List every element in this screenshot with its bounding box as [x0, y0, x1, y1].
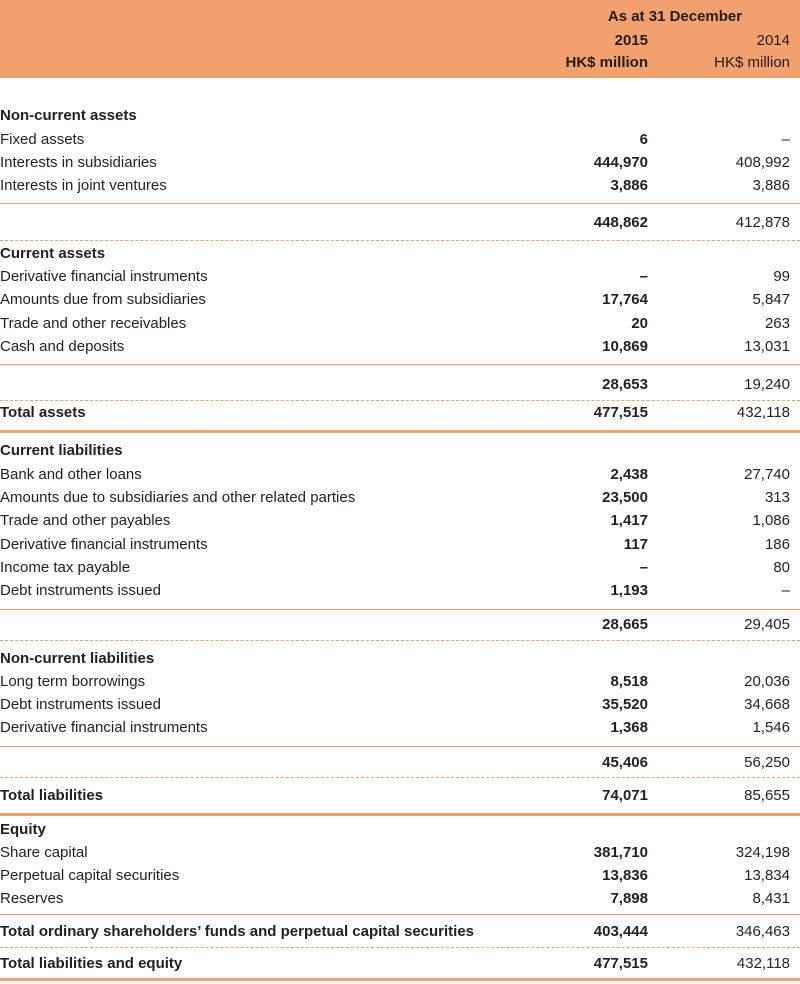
row-label: Long term borrowings [0, 673, 146, 690]
value-2015: 477,515 [593, 404, 648, 421]
row-label: Amounts due to subsidiaries and other related parties [0, 489, 356, 506]
total-row [0, 952, 800, 976]
value-2015: 45,406 [602, 754, 648, 771]
value-2014: 34,668 [744, 696, 790, 713]
value-2015: 1,193 [610, 582, 648, 599]
value-2014: – [781, 131, 790, 148]
table-row [0, 864, 800, 888]
table-row [0, 151, 800, 175]
value-2015: 35,520 [602, 696, 648, 713]
row-label: Total liabilities [0, 787, 104, 804]
table-row [0, 174, 800, 198]
table-row [0, 556, 800, 580]
row-label: Current liabilities [0, 442, 123, 459]
value-2014: 186 [764, 536, 790, 553]
row-label: Interests in joint ventures [0, 177, 167, 194]
total-rule [0, 978, 800, 981]
section-heading [0, 242, 800, 266]
table-row [0, 887, 800, 911]
value-2015: – [639, 559, 648, 576]
row-label: Amounts due from subsidiaries [0, 291, 206, 308]
value-2015: 8,518 [610, 673, 648, 690]
table-row [0, 579, 800, 603]
value-2015: 477,515 [593, 955, 648, 972]
period-heading: As at 31 December [607, 8, 743, 25]
rule-line [0, 203, 800, 204]
table-row [0, 533, 800, 557]
total-row [0, 920, 800, 944]
value-2014: 408,992 [735, 154, 790, 171]
value-2015: 10,869 [602, 338, 648, 355]
value-2014: 1,546 [752, 719, 790, 736]
table-row [0, 509, 800, 533]
column-header-band [0, 0, 800, 78]
value-2015: 403,444 [593, 923, 648, 940]
row-label: Non-current liabilities [0, 650, 155, 667]
value-2014: 432,118 [736, 955, 790, 972]
year-prior: 2014 [756, 32, 790, 49]
row-label: Fixed assets [0, 131, 85, 148]
value-2015: 28,665 [602, 616, 648, 633]
row-label: Trade and other receivables [0, 315, 187, 332]
dashed-rule [0, 777, 800, 778]
value-2015: 117 [623, 536, 648, 553]
value-2015: 20 [631, 315, 648, 332]
section-heading [0, 647, 800, 671]
row-label: Total assets [0, 404, 86, 421]
value-2014: 432,118 [736, 404, 790, 421]
table-row [0, 693, 800, 717]
value-2014: 8,431 [752, 890, 790, 907]
total-row [0, 784, 800, 808]
total-rule [0, 430, 800, 433]
row-label: Share capital [0, 844, 88, 861]
row-label: Perpetual capital securities [0, 867, 180, 884]
value-2015: 3,886 [610, 177, 648, 194]
value-2014: 412,878 [735, 214, 790, 231]
table-row [0, 312, 800, 336]
value-2014: 99 [773, 268, 790, 285]
subtotal-row [0, 751, 800, 775]
value-2014: 3,886 [752, 177, 790, 194]
value-2015: 448,862 [593, 214, 648, 231]
subtotal-row [0, 211, 800, 235]
value-2015: 381,710 [593, 844, 648, 861]
value-2014: 324,198 [735, 844, 790, 861]
value-2014: 56,250 [744, 754, 790, 771]
row-label: Equity [0, 821, 46, 838]
total-row [0, 401, 800, 425]
value-2014: 263 [764, 315, 790, 332]
row-label: Total liabilities and equity [0, 955, 183, 972]
row-label: Reserves [0, 890, 64, 907]
dashed-rule [0, 240, 800, 241]
section-heading [0, 104, 800, 128]
row-label: Derivative financial instruments [0, 268, 208, 285]
table-row [0, 128, 800, 152]
value-2014: 5,847 [752, 291, 790, 308]
value-2014: 80 [773, 559, 790, 576]
row-label: Cash and deposits [0, 338, 125, 355]
value-2014: 13,031 [744, 338, 790, 355]
row-label: Current assets [0, 245, 106, 262]
year-current: 2015 [614, 32, 648, 49]
row-label: Trade and other payables [0, 512, 171, 529]
table-row [0, 463, 800, 487]
table-row [0, 335, 800, 359]
value-2014: 313 [764, 489, 790, 506]
value-2015: 7,898 [610, 890, 648, 907]
rule-line [0, 609, 800, 610]
value-2015: 2,438 [610, 466, 648, 483]
value-2014: 1,086 [752, 512, 790, 529]
value-2014: 19,240 [744, 376, 790, 393]
subtotal-row [0, 373, 800, 397]
value-2015: 1,417 [610, 512, 648, 529]
row-label: Debt instruments issued [0, 696, 161, 713]
rule-line [0, 364, 800, 365]
unit-prior: HK$ million [714, 54, 790, 71]
value-2015: 444,970 [593, 154, 648, 171]
table-row [0, 486, 800, 510]
value-2014: 13,834 [744, 867, 790, 884]
rule-line [0, 746, 800, 747]
value-2015: 13,836 [602, 867, 648, 884]
row-label: Interests in subsidiaries [0, 154, 157, 171]
value-2015: 6 [639, 131, 648, 148]
total-rule [0, 813, 800, 816]
rule-line [0, 914, 800, 915]
section-heading [0, 818, 800, 842]
table-row [0, 716, 800, 740]
value-2015: 23,500 [602, 489, 648, 506]
dashed-rule [0, 640, 800, 641]
row-label: Total ordinary shareholders’ funds and perpetual capital securities [0, 923, 475, 940]
value-2015: 1,368 [610, 719, 648, 736]
row-label: Debt instruments issued [0, 582, 161, 599]
table-row [0, 841, 800, 865]
section-heading [0, 439, 800, 463]
value-2014: 20,036 [744, 673, 790, 690]
table-row [0, 288, 800, 312]
row-label: Derivative financial instruments [0, 536, 208, 553]
value-2015: 74,071 [602, 787, 648, 804]
value-2015: – [639, 268, 648, 285]
row-label: Bank and other loans [0, 466, 142, 483]
table-row [0, 265, 800, 289]
value-2015: 17,764 [602, 291, 648, 308]
subtotal-row [0, 613, 800, 637]
row-label: Non-current assets [0, 107, 137, 124]
value-2014: – [781, 582, 790, 599]
value-2014: 346,463 [735, 923, 790, 940]
row-label: Income tax payable [0, 559, 131, 576]
table-row [0, 670, 800, 694]
value-2014: 27,740 [744, 466, 790, 483]
dashed-rule [0, 947, 800, 948]
value-2014: 29,405 [744, 616, 790, 633]
unit-current: HK$ million [565, 54, 648, 71]
row-label: Derivative financial instruments [0, 719, 208, 736]
value-2014: 85,655 [744, 787, 790, 804]
value-2015: 28,653 [602, 376, 648, 393]
